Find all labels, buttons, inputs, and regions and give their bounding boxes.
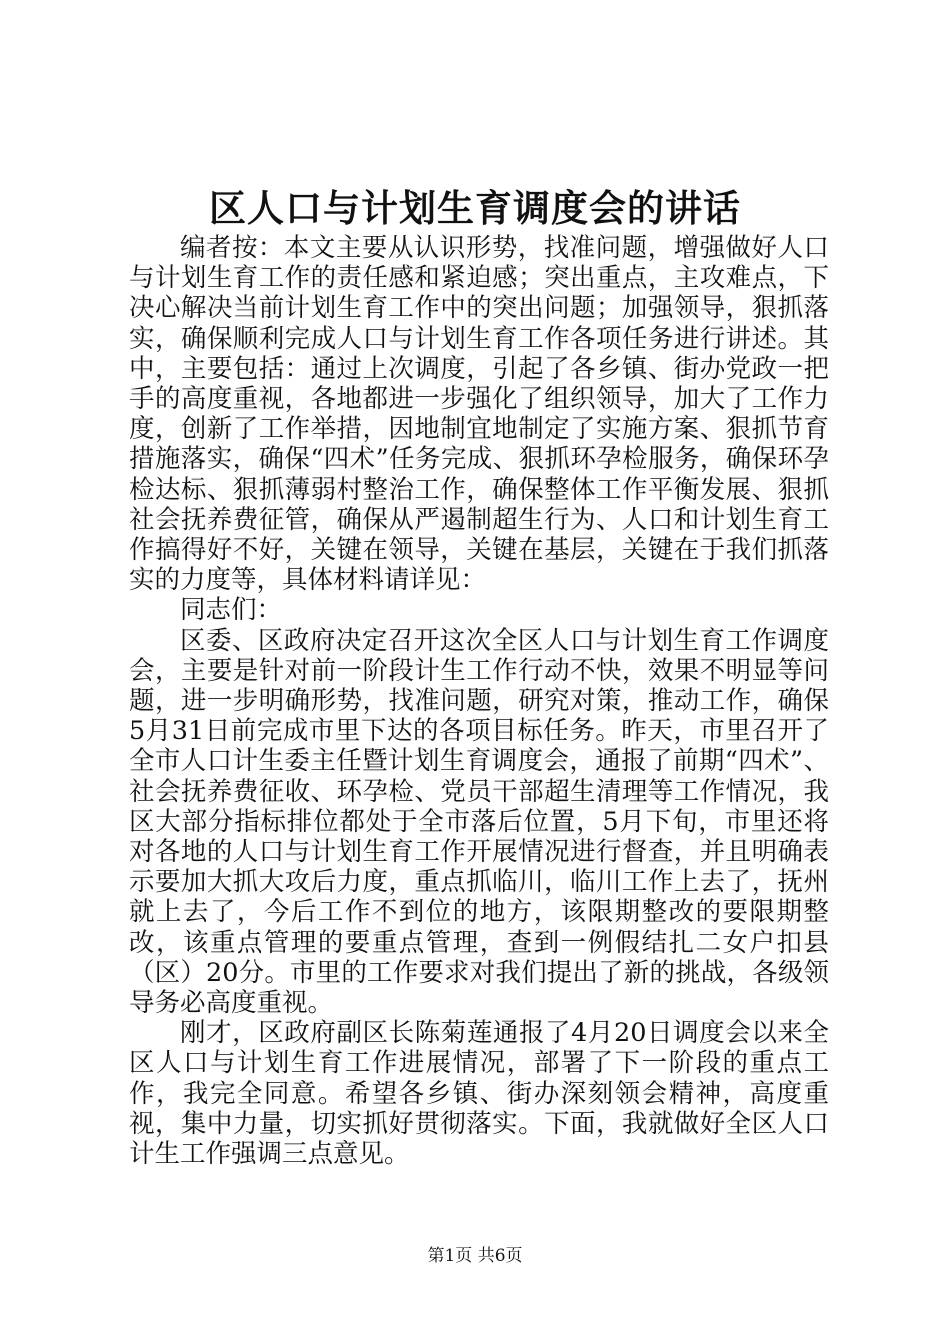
- page-number-footer: 第1页 共6页: [427, 1246, 523, 1266]
- document-body: [129, 233, 829, 1169]
- page-title: 区人口与计划生育调度会的讲话: [209, 186, 741, 230]
- body-paragraph: 刚才，区政府副区长陈菊莲通报了4月20日调度会以来全区人口与计划生育工作进展情况，部署了下一阶段的重点工作，我完全同意。希望各乡镇、街办深刻领会精神，高度重视，集中力量，切实抓好贯彻落实。下面，我就做好全区人口计生工作强调三点意见。: [129, 1018, 829, 1170]
- salutation-paragraph: 同志们：: [180, 595, 283, 626]
- body-paragraph: 区委、区政府决定召开这次全区人口与计划生育工作调度会，主要是针对前一阶段计生工作行动不快，效果不明显等问题，进一步明确形势，找准问题，研究对策，推动工作，确保5月31日前完成市里下达的各项目标任务。昨天，市里召开了全市人口计生委主任暨计划生育调度会，通报了前期“四术”、社会抚养费征收、环孕检、党员干部超生清理等工作情况，我区大部分指标排位都处于全市落后位置，5月下旬，市里还将对各地的人口与计划生育工作开展情况进行督查，并且明确表示要加大抓大攻后力度，重点抓临川，临川工作上去了，抚州就上去了，今后工作不到位的地方，该限期整改的要限期整改，该重点管理的要重点管理，查到一例假结扎二女户扣县（区）20分。市里的工作要求对我们提出了新的挑战，各级领导务必高度重视。: [129, 625, 829, 1019]
- editor-note-paragraph: 编者按：本文主要从认识形势，找准问题，增强做好人口与计划生育工作的责任感和紧迫感；突出重点，主攻难点，下决心解决当前计划生育工作中的突出问题；加强领导，狠抓落实，确保顺利完成人口与计划生育工作各项任务进行讲述。其中，主要包括：通过上次调度，引起了各乡镇、街办党政一把手的高度重视，各地都进一步强化了组织领导，加大了工作力度，创新了工作举措，因地制宜地制定了实施方案、狠抓节育措施落实，确保“四术”任务完成、狠抓环孕检服务，确保环孕检达标、狠抓薄弱村整治工作，确保整体工作平衡发展、狠抓社会抚养费征管，确保从严遏制超生行为、人口和计划生育工作搞得好不好，关键在领导，关键在基层，关键在于我们抓落实的力度等，具体材料请详见：: [129, 233, 829, 596]
